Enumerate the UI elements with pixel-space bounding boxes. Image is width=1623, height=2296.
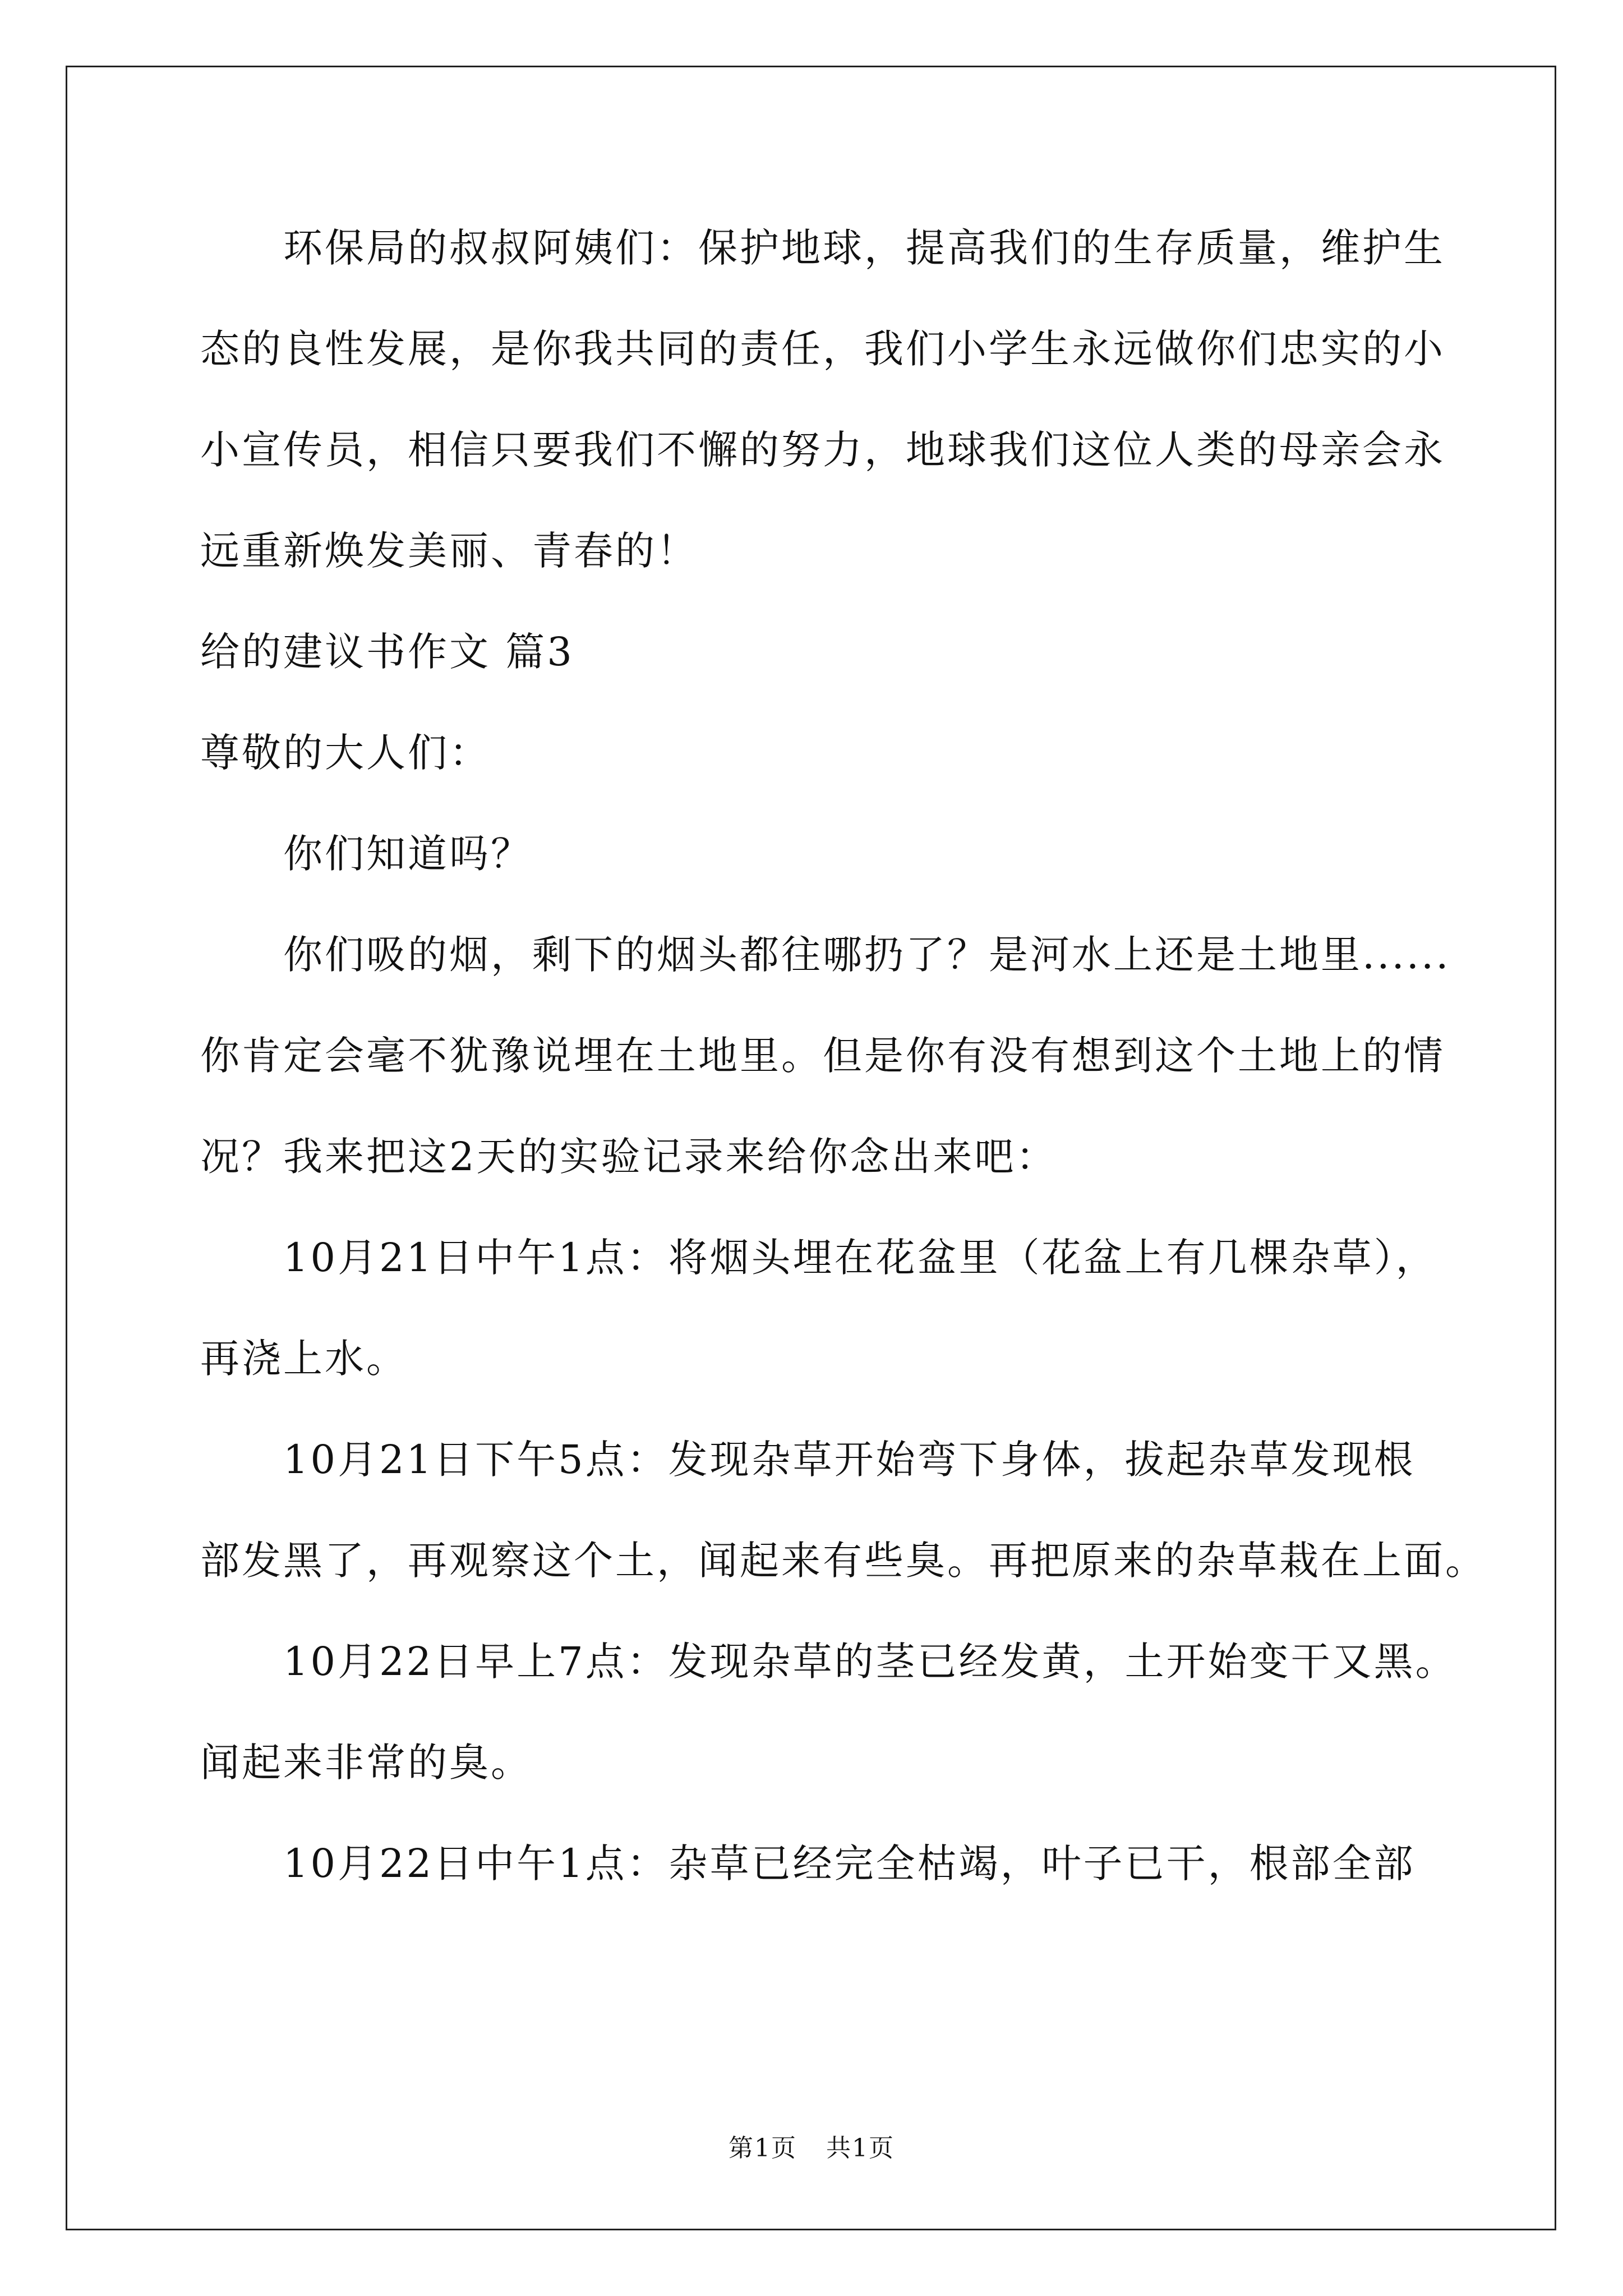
paragraph-line: 环保局的叔叔阿姨们：保护地球，提高我们的生存质量，维护生 bbox=[283, 225, 1445, 271]
paragraph-line: 10月22日中午1点：杂草已经完全枯竭，叶子已干，根部全部 bbox=[283, 1841, 1415, 1887]
paragraph-line: 你肯定会毫不犹豫说埋在土地里。但是你有没有想到这个土地上的情 bbox=[200, 1033, 1445, 1079]
paragraph-line: 态的良性发展，是你我共同的责任，我们小学生永远做你们忠实的小 bbox=[200, 326, 1445, 372]
paragraph-line: 远重新焕发美丽、青春的！ bbox=[200, 528, 698, 574]
paragraph-line: 你们吸的烟，剩下的烟头都往哪扔了？是河水上还是土地里...... bbox=[283, 932, 1451, 978]
paragraph-line: 10月21日下午5点：发现杂草开始弯下身体，拔起杂草发现根 bbox=[283, 1437, 1415, 1483]
paragraph-line: 10月21日中午1点：将烟头埋在花盆里（花盆上有几棵杂草）， bbox=[283, 1235, 1437, 1281]
page-total: 共1页 bbox=[826, 2134, 895, 2162]
paragraph-line: 你们知道吗？ bbox=[283, 831, 532, 877]
paragraph-line: 再浇上水。 bbox=[200, 1336, 408, 1382]
section-heading: 给的建议书作文 篇3 bbox=[200, 629, 574, 675]
paragraph-line: 10月22日早上7点：发现杂草的茎已经发黄，土开始变干又黑。 bbox=[283, 1639, 1457, 1685]
paragraph-line: 小宣传员，相信只要我们不懈的努力，地球我们这位人类的母亲会永 bbox=[200, 427, 1445, 473]
salutation: 尊敬的大人们： bbox=[200, 730, 491, 776]
paragraph-line: 闻起来非常的臭。 bbox=[200, 1740, 532, 1786]
paragraph-line: 部发黑了，再观察这个土，闻起来有些臭。再把原来的杂草栽在上面。 bbox=[200, 1538, 1487, 1584]
page-number: 第1页 bbox=[728, 2134, 797, 2162]
paragraph-line: 况？我来把这2天的实验记录来给你念出来吧： bbox=[200, 1134, 1058, 1180]
page-footer bbox=[0, 2132, 1623, 2165]
